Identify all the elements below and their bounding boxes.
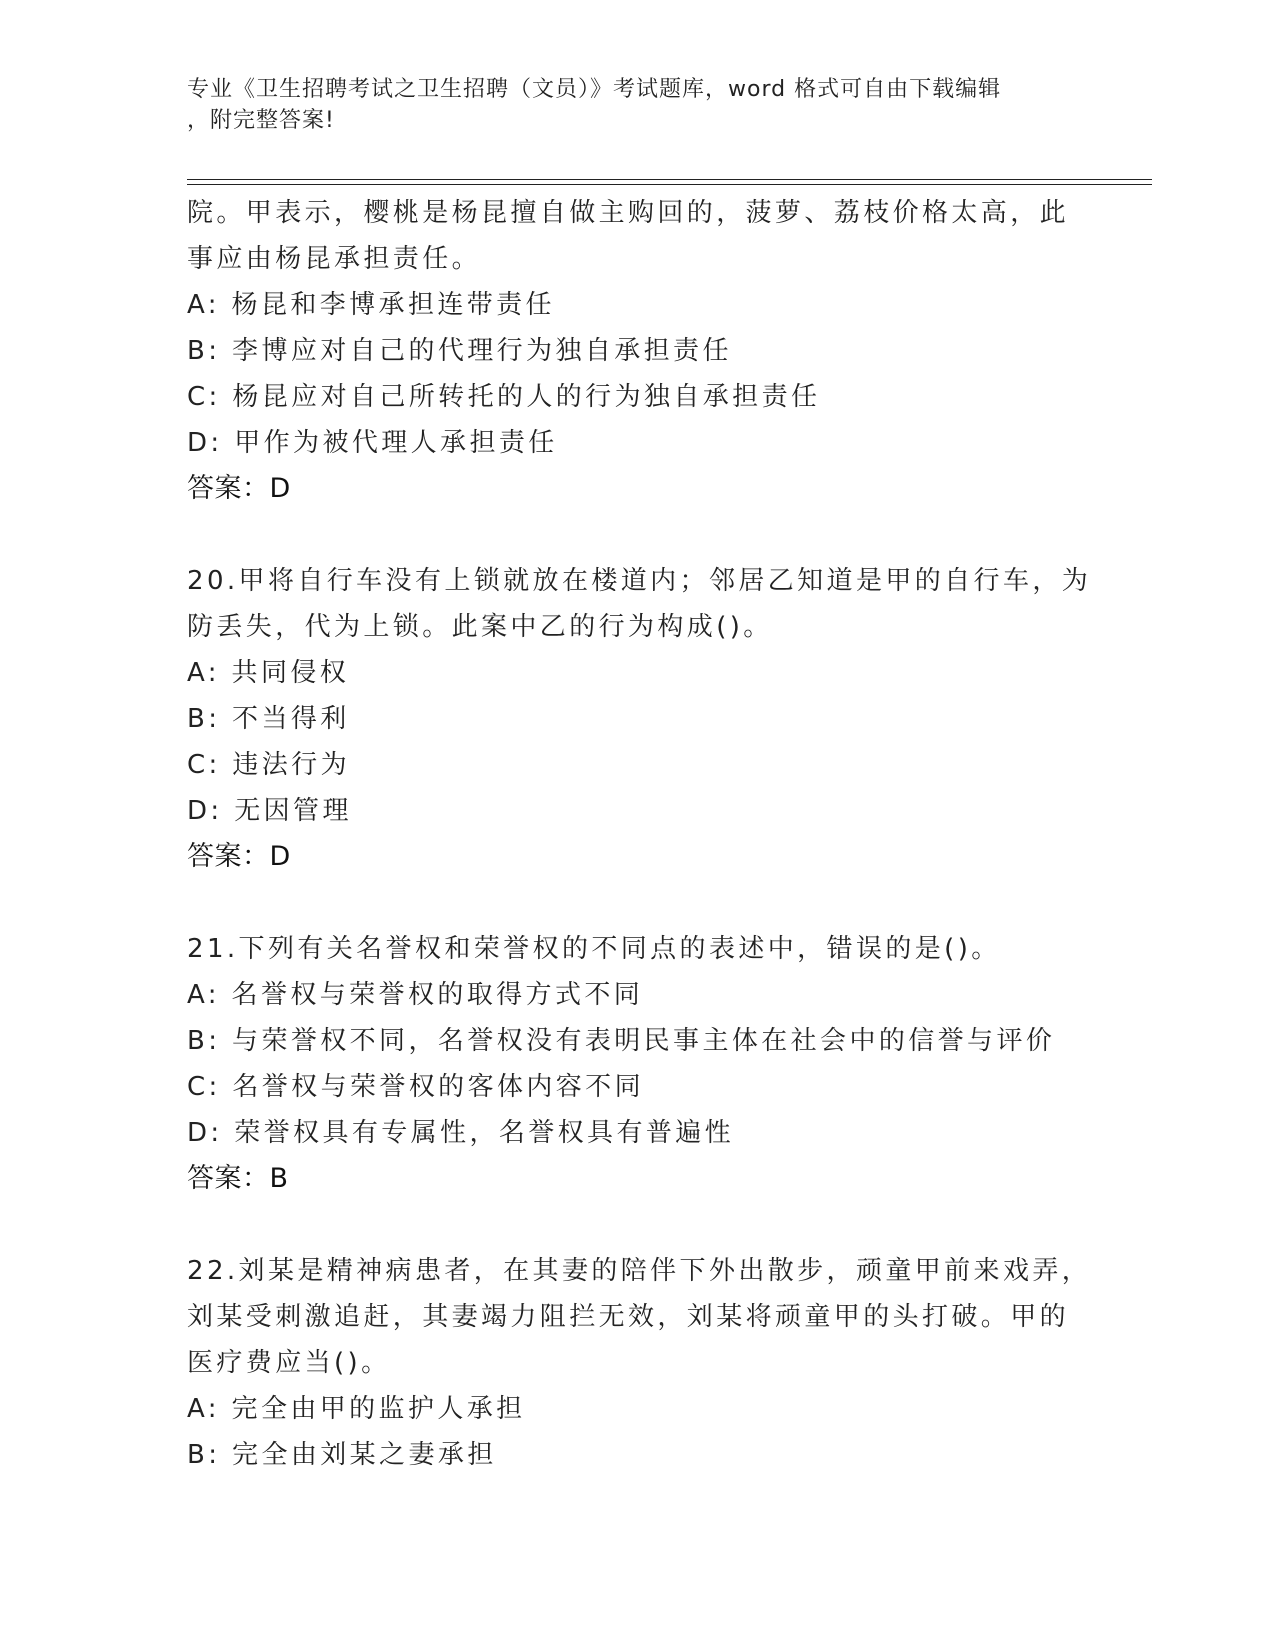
question-stem-line: 院。甲表示，樱桃是杨昆擅自做主购回的，菠萝、荔枝价格太高，此 — [187, 198, 1070, 228]
option-d: D: 无因管理 — [187, 796, 352, 826]
answer-line: 答案：B — [187, 1163, 289, 1194]
option-c: C: 违法行为 — [187, 750, 350, 780]
question-stem-line: 防丢失，代为上锁。此案中乙的行为构成()。 — [187, 612, 773, 642]
option-a: A: 名誉权与荣誉权的取得方式不同 — [187, 980, 644, 1010]
option-a: A: 杨昆和李博承担连带责任 — [187, 290, 555, 320]
option-a: A: 完全由甲的监护人承担 — [187, 1394, 526, 1424]
option-b: B: 李博应对自己的代理行为独自承担责任 — [187, 336, 732, 366]
question-21 — [187, 926, 1087, 1202]
answer-line: 答案：D — [187, 841, 291, 872]
answer-line: 答案：D — [187, 473, 291, 504]
question-list — [187, 190, 1092, 1478]
option-c: C: 杨昆应对自己所转托的人的行为独自承担责任 — [187, 382, 821, 412]
header-divider-top — [187, 179, 1152, 180]
question-stem-line: 21.下列有关名誉权和荣誉权的不同点的表述中，错误的是()。 — [187, 934, 1001, 964]
header-divider-bottom — [187, 184, 1152, 185]
question-spacer — [187, 512, 1087, 558]
header-line-2: ，附完整答案! — [187, 108, 335, 133]
question-19 — [187, 190, 1087, 512]
option-b: B: 完全由刘某之妻承担 — [187, 1440, 497, 1470]
question-spacer — [187, 880, 1087, 926]
document-header — [187, 74, 1067, 136]
question-stem-line: 事应由杨昆承担责任。 — [187, 244, 482, 274]
question-22 — [187, 1248, 1092, 1478]
question-stem-line: 22.刘某是精神病患者，在其妻的陪伴下外出散步，顽童甲前来戏弄， — [187, 1256, 1092, 1286]
question-stem-line: 20.甲将自行车没有上锁就放在楼道内；邻居乙知道是甲的自行车，为 — [187, 566, 1092, 596]
option-b: B: 与荣誉权不同，名誉权没有表明民事主体在社会中的信誉与评价 — [187, 1026, 1056, 1056]
header-line-1: 专业《卫生招聘考试之卫生招聘（文员）》考试题库，word 格式可自由下载编辑 — [187, 77, 1002, 102]
option-a: A: 共同侵权 — [187, 658, 350, 688]
option-d: D: 荣誉权具有专属性，名誉权具有普遍性 — [187, 1118, 735, 1148]
option-c: C: 名誉权与荣誉权的客体内容不同 — [187, 1072, 644, 1102]
question-spacer — [187, 1202, 1087, 1248]
option-d: D: 甲作为被代理人承担责任 — [187, 428, 558, 458]
question-stem-line: 医疗费应当()。 — [187, 1348, 391, 1378]
option-b: B: 不当得利 — [187, 704, 350, 734]
question-20 — [187, 558, 1092, 880]
question-stem-line: 刘某受刺激追赶，其妻竭力阻拦无效，刘某将顽童甲的头打破。甲的 — [187, 1302, 1070, 1332]
